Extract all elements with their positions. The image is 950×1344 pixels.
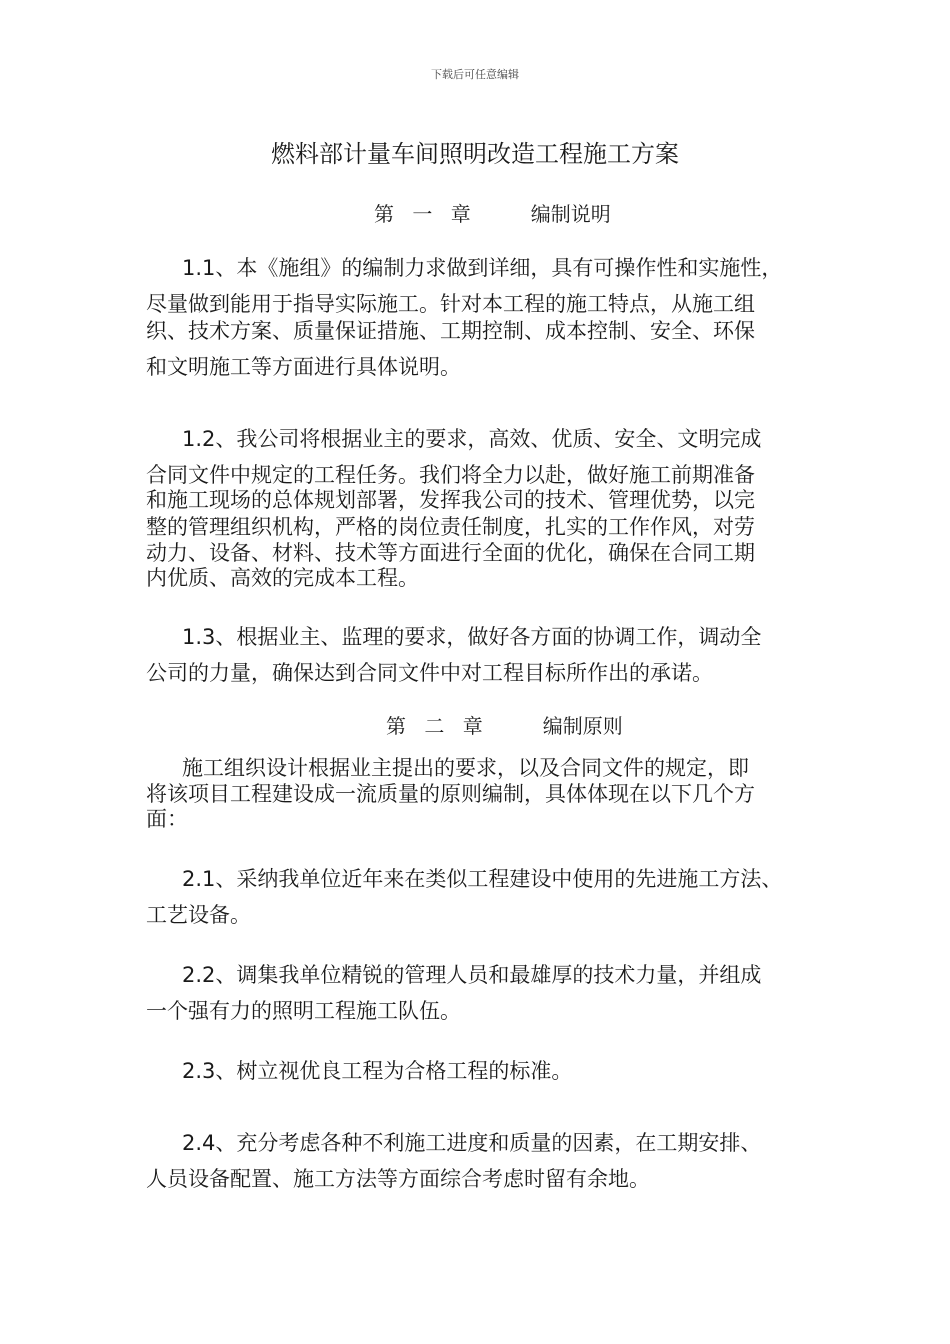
section-number: 1.1 bbox=[182, 256, 216, 280]
paragraph-line: 、我公司将根据业主的要求，高效、优质、安全、文明完成 bbox=[215, 427, 762, 451]
paragraph-line: 、充分考虑各种不利施工进度和质量的因素，在工期安排、 bbox=[215, 1131, 762, 1155]
header-note: 下载后可任意编辑 bbox=[431, 68, 519, 81]
chapter-2-name: 编制原则 bbox=[542, 714, 623, 738]
document-title: 燃料部计量车间照明改造工程施工方案 bbox=[271, 140, 679, 168]
paragraph-line: 和施工现场的总体规划部署，发挥我公司的技术、管理优势，以完 bbox=[146, 488, 755, 512]
chapter-1-name: 编制说明 bbox=[530, 202, 611, 226]
chapter-2-number: 第 二 章 bbox=[386, 714, 489, 738]
paragraph-line: 织、技术方案、质量保证措施、工期控制、成本控制、安全、环保 bbox=[146, 319, 755, 343]
chapter-1-heading bbox=[374, 198, 611, 227]
paragraph-line: 公司的力量，确保达到合同文件中对工程目标所作出的承诺。 bbox=[146, 661, 713, 685]
section-number: 2.1 bbox=[182, 867, 216, 891]
paragraph-line: 合同文件中规定的工程任务。我们将全力以赴，做好施工前期准备 bbox=[146, 463, 755, 487]
paragraph-line: 内优质、高效的完成本工程。 bbox=[146, 566, 419, 590]
paragraph-line: 人员设备配置、施工方法等方面综合考虑时留有余地。 bbox=[146, 1167, 650, 1191]
paragraph-line: 、调集我单位精锐的管理人员和最雄厚的技术力量，并组成 bbox=[215, 963, 762, 987]
paragraph-line: 、采纳我单位近年来在类似工程建设中使用的先进施工方法、 bbox=[215, 867, 783, 891]
paragraph-line: 一个强有力的照明工程施工队伍。 bbox=[146, 999, 461, 1023]
paragraph-line: 和文明施工等方面进行具体说明。 bbox=[146, 355, 461, 379]
section-number: 2.4 bbox=[182, 1131, 216, 1155]
paragraph-line: 、本《施组》的编制力求做到详细，具有可操作性和实施性， bbox=[215, 256, 783, 280]
paragraph-line: 尽量做到能用于指导实际施工。针对本工程的施工特点，从施工组 bbox=[146, 292, 755, 316]
paragraph-line: 整的管理组织机构，严格的岗位责任制度，扎实的工作作风，对劳 bbox=[146, 515, 755, 539]
section-number: 2.3 bbox=[182, 1059, 216, 1083]
paragraph-line: 面： bbox=[146, 807, 188, 831]
chapter-2-heading bbox=[386, 710, 623, 739]
paragraph-line: 动力、设备、材料、技术等方面进行全面的优化，确保在合同工期 bbox=[146, 541, 755, 565]
paragraph-line: 施工组织设计根据业主提出的要求，以及合同文件的规定，即 bbox=[182, 756, 749, 780]
paragraph-line: 工艺设备。 bbox=[146, 903, 251, 927]
section-number: 2.2 bbox=[182, 963, 216, 987]
paragraph-line: 、根据业主、监理的要求，做好各方面的协调工作，调动全 bbox=[215, 625, 762, 649]
paragraph-line: 将该项目工程建设成一流质量的原则编制，具体体现在以下几个方 bbox=[146, 782, 755, 806]
chapter-1-number: 第 一 章 bbox=[374, 202, 477, 226]
paragraph-line: 、树立视优良工程为合格工程的标准。 bbox=[215, 1059, 573, 1083]
section-number: 1.3 bbox=[182, 625, 216, 649]
section-number: 1.2 bbox=[182, 427, 216, 451]
